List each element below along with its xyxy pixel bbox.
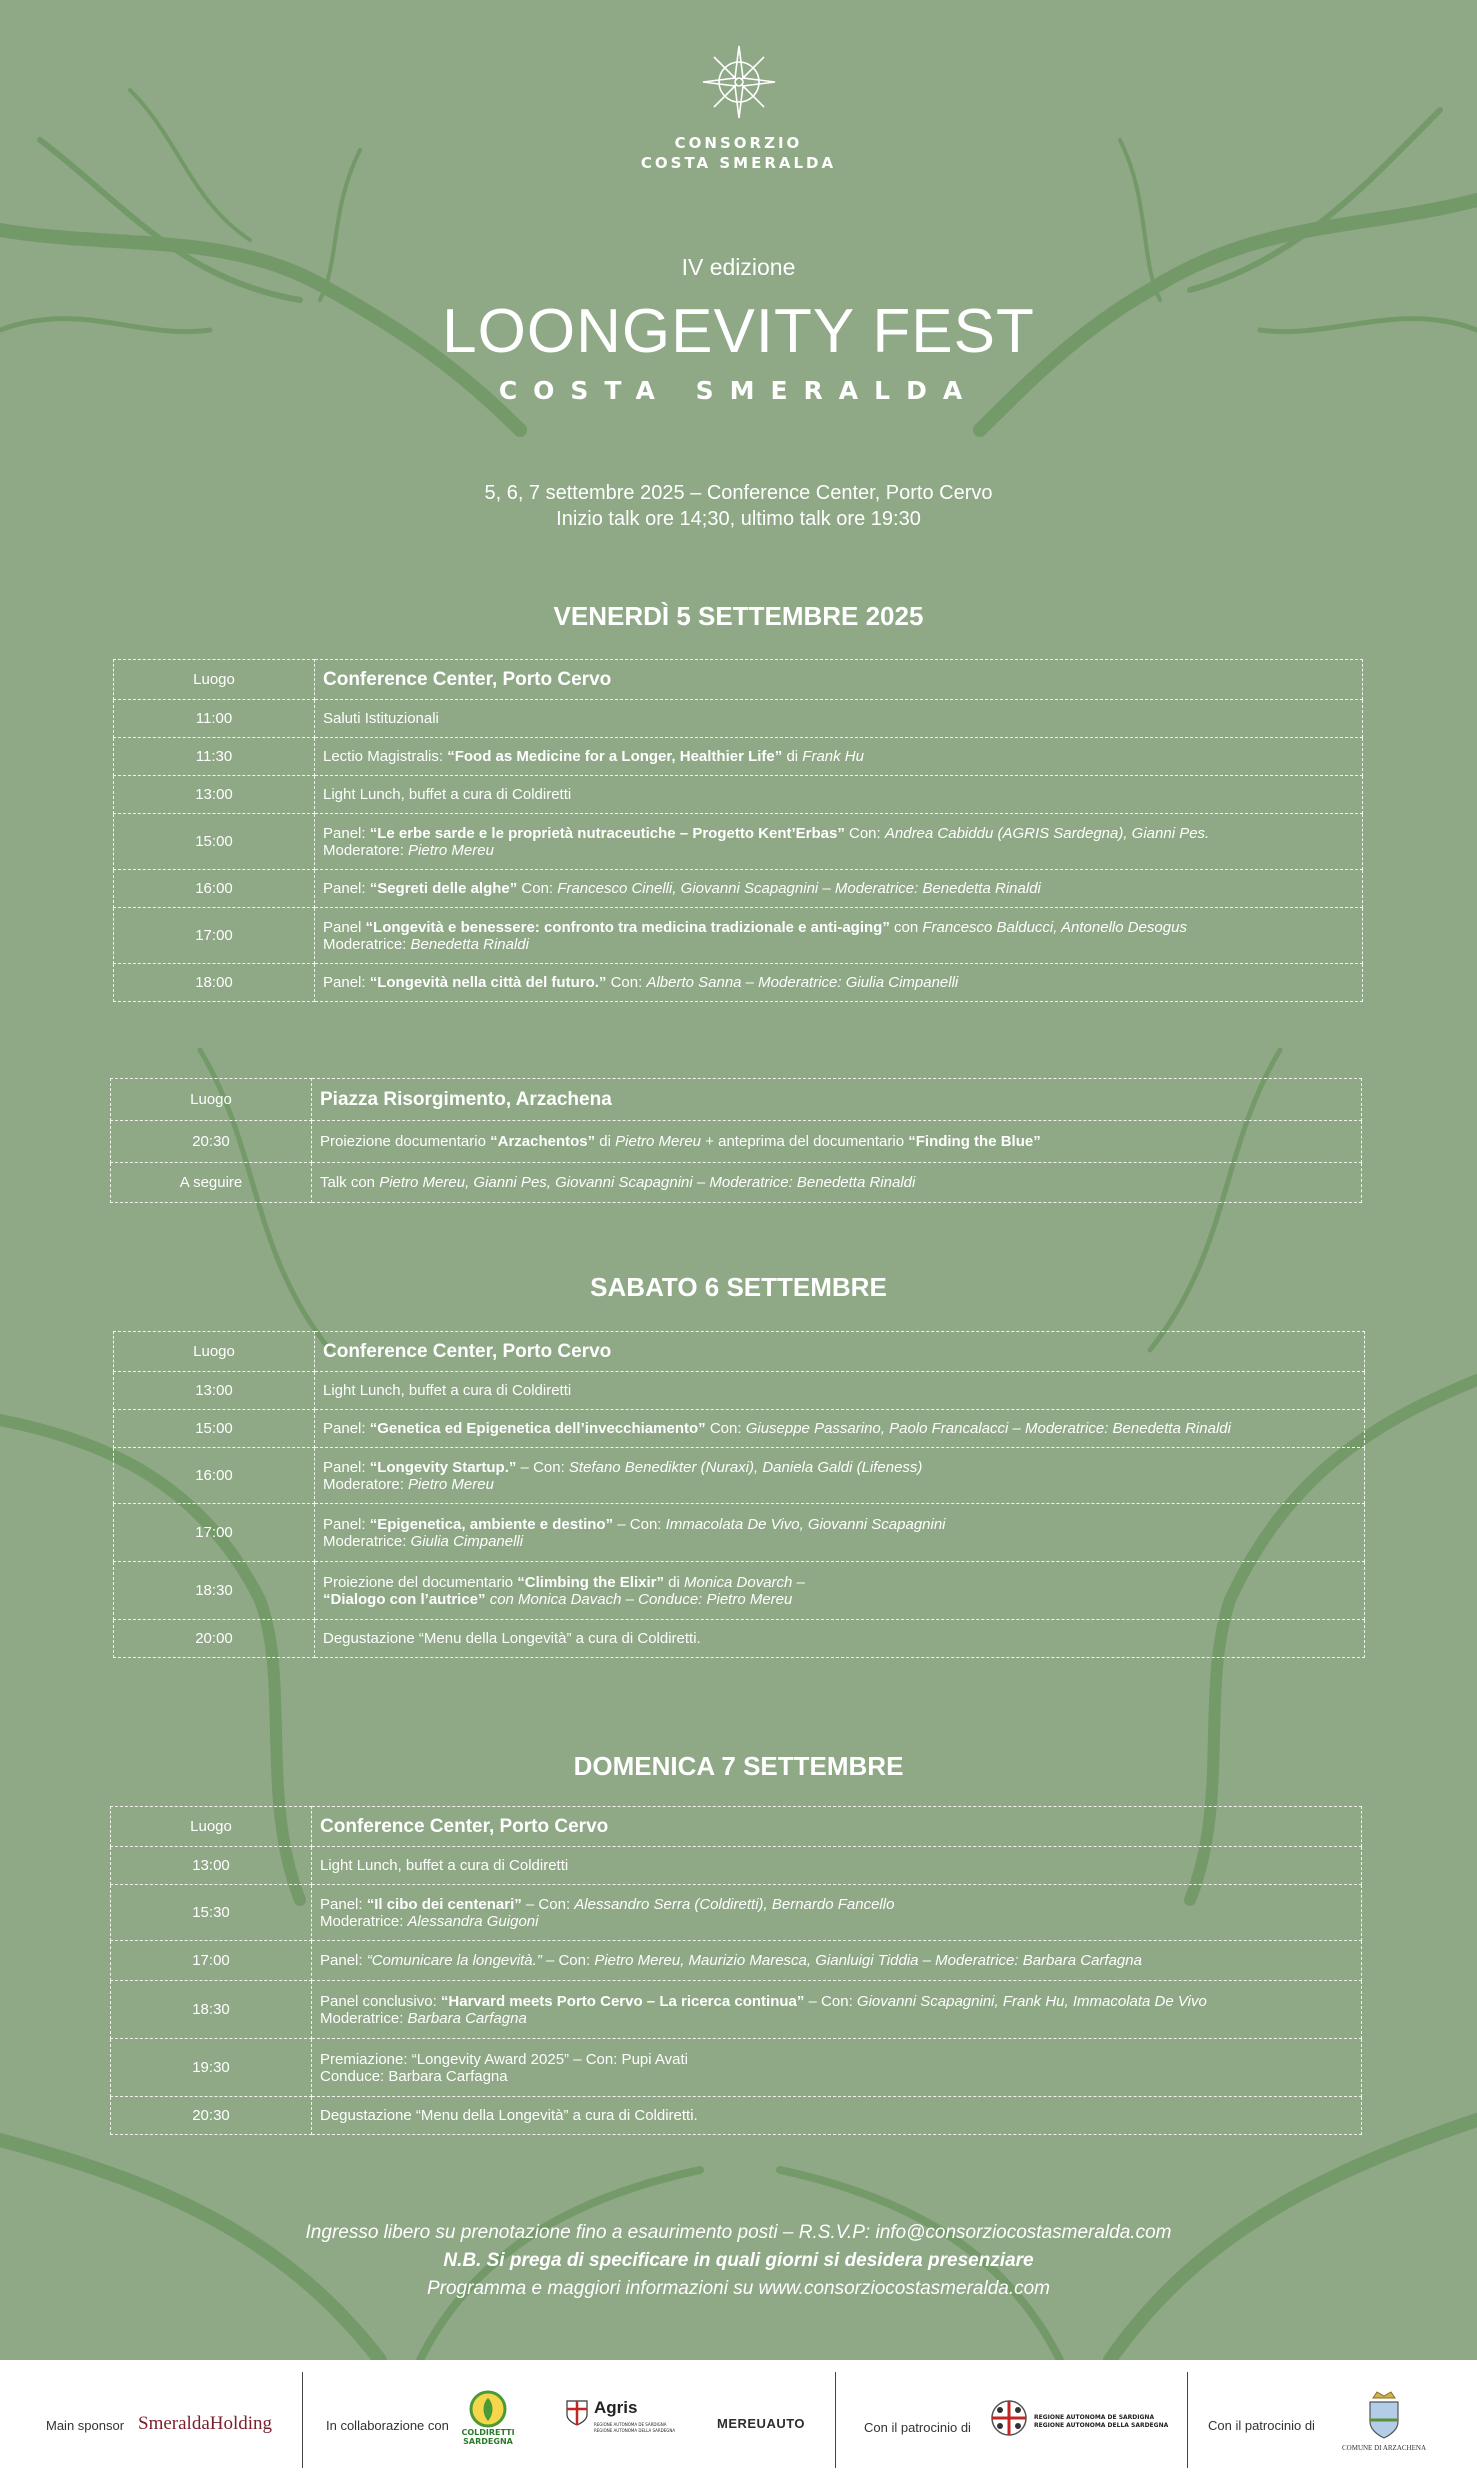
dates-line1: 5, 6, 7 settembre 2025 – Conference Center, Porto Cervo <box>484 482 993 504</box>
session-description: Panel: “Comunicare la longevità.” – Con: Pietro Mereu, Maurizio Maresca, Gianluigi Tiddia – Moderatrice: Barbara Carfagna <box>312 1941 1362 1981</box>
schedule-row <box>114 700 1363 738</box>
session-time: 17:00 <box>114 1504 315 1562</box>
session-time: 13:00 <box>114 1372 315 1410</box>
comune-name: COMUNE DI ARZACHENA <box>1342 2444 1426 2452</box>
session-time: 17:00 <box>114 908 315 964</box>
compass-rose-icon <box>701 44 777 120</box>
session-description: Talk con Pietro Mereu, Gianni Pes, Giovanni Scapagnini – Moderatrice: Benedetta Rinaldi <box>312 1163 1362 1203</box>
session-description: Panel: “Longevity Startup.” – Con: Stefano Benedikter (Nuraxi), Daniela Galdi (Lifeness) Moderatore: Pietro Mereu <box>315 1448 1365 1504</box>
session-time: 15:00 <box>114 814 315 870</box>
venue-row <box>111 1807 1362 1847</box>
session-time: 18:00 <box>114 964 315 1002</box>
venue-label: Luogo <box>111 1807 312 1847</box>
session-time: 13:00 <box>111 1847 312 1885</box>
venue-label: Luogo <box>111 1079 312 1121</box>
session-time: 13:00 <box>114 776 315 814</box>
edition-label: IV edizione <box>681 254 796 280</box>
schedule-row <box>114 1372 1365 1410</box>
venue-name: Conference Center, Porto Cervo <box>312 1807 1362 1847</box>
region-coat-of-arms-icon <box>990 2398 1028 2442</box>
sardinia-flag-icon <box>566 2400 588 2426</box>
schedule-row <box>114 1410 1365 1448</box>
region-name-1: REGIONE AUTONOMA DE SARDIGNA <box>1034 2414 1155 2421</box>
session-description: Degustazione “Menu della Longevità” a cura di Coldiretti. <box>315 1620 1365 1658</box>
schedule-row <box>114 814 1363 870</box>
agris-sub: REGIONE AUTONOMA DE SARDIGNA <box>594 2422 667 2427</box>
schedule-row <box>111 1163 1362 1203</box>
session-time: 19:30 <box>111 2039 312 2097</box>
session-description: Panel: “Longevità nella città del futuro.” Con: Alberto Sanna – Moderatrice: Giulia Cimpanelli <box>315 964 1363 1002</box>
venue-name: Conference Center, Porto Cervo <box>315 660 1363 700</box>
session-time: 17:00 <box>111 1941 312 1981</box>
session-description: Panel: “Genetica ed Epigenetica dell’invecchiamento” Con: Giuseppe Passarino, Paolo Francalacci – Moderatrice: Benedetta Rinaldi <box>315 1410 1365 1448</box>
day-heading-saturday: SABATO 6 SETTEMBRE <box>590 1272 887 1302</box>
agris-sub2: REGIONE AUTONOMA DELLA SARDEGNA <box>594 2428 676 2433</box>
session-time: 11:30 <box>114 738 315 776</box>
session-description: Panel: “Le erbe sarde e le proprietà nutraceutiche – Progetto Kent’Erbas” Con: Andrea Cabiddu (AGRIS Sardegna), Gianni Pes. Moderatore: Pietro Mereu <box>315 814 1363 870</box>
session-description: Light Lunch, buffet a cura di Coldiretti <box>312 1847 1362 1885</box>
schedule-table-friday-conference <box>113 659 1363 1002</box>
consortium-line2: COSTA SMERALDA <box>640 154 837 172</box>
schedule-row <box>111 1885 1362 1941</box>
consortium-logo-text <box>0 133 1477 173</box>
schedule-row <box>114 1504 1365 1562</box>
schedule-row <box>114 908 1363 964</box>
session-time: 11:00 <box>114 700 315 738</box>
main-sponsor-label: Main sponsor <box>46 2418 125 2433</box>
session-description: Light Lunch, buffet a cura di Coldiretti <box>315 1372 1365 1410</box>
venue-label: Luogo <box>114 1332 315 1372</box>
agris-name: Agris <box>594 2398 638 2417</box>
schedule-row <box>111 1941 1362 1981</box>
session-time: 20:00 <box>114 1620 315 1658</box>
collaboration-label: In collaborazione con <box>326 2418 449 2433</box>
festival-title: LOONGEVITY FEST <box>442 297 1035 366</box>
patronage-label-comune: Con il patrocinio di <box>1208 2418 1315 2433</box>
schedule-row <box>114 870 1363 908</box>
festival-subtitle: COSTA SMERALDA <box>498 376 979 405</box>
dates-line2: Inizio talk ore 14;30, ultimo talk ore 19:30 <box>556 508 921 530</box>
coldiretti-icon <box>468 2390 508 2428</box>
session-description: Panel conclusivo: “Harvard meets Porto Cervo – La ricerca continua” – Con: Giovanni Scapagnini, Frank Hu, Immacolata De Vivo Moderatrice: Barbara Carfagna <box>312 1981 1362 2039</box>
session-time: 20:30 <box>111 1121 312 1163</box>
session-time: 16:00 <box>114 870 315 908</box>
schedule-row <box>114 1620 1365 1658</box>
session-description: Panel: “Segreti delle alghe” Con: Francesco Cinelli, Giovanni Scapagnini – Moderatrice: Benedetta Rinaldi <box>315 870 1363 908</box>
venue-name: Conference Center, Porto Cervo <box>315 1332 1365 1372</box>
venue-label: Luogo <box>114 660 315 700</box>
schedule-row <box>111 1121 1362 1163</box>
attendance-note: N.B. Si prega di specificare in quali giorni si desidera presenziare <box>443 2250 1034 2271</box>
comune-crest-icon <box>1367 2390 1401 2442</box>
region-name-2: REGIONE AUTONOMA DELLA SARDEGNA <box>1034 2422 1169 2429</box>
session-time: 18:30 <box>114 1562 315 1620</box>
venue-row <box>114 660 1363 700</box>
program-info: Programma e maggiori informazioni su www.consorziocostasmeralda.com <box>426 2278 1050 2299</box>
session-description: Panel: “Epigenetica, ambiente e destino” – Con: Immacolata De Vivo, Giovanni Scapagnini Moderatrice: Giulia Cimpanelli <box>315 1504 1365 1562</box>
session-time: 15:30 <box>111 1885 312 1941</box>
day-heading-friday: VENERDÌ 5 SETTEMBRE 2025 <box>553 601 924 631</box>
schedule-row <box>114 1562 1365 1620</box>
coldiretti-logo <box>460 2390 516 2456</box>
smerald-holding-logo: SmeraldaHolding <box>138 2413 273 2434</box>
sponsor-divider <box>835 2372 836 2468</box>
schedule-row <box>111 1981 1362 2039</box>
coldiretti-text-2: SARDEGNA <box>463 2437 513 2446</box>
session-time: 16:00 <box>114 1448 315 1504</box>
consortium-line1: CONSORZIO <box>674 134 803 152</box>
sponsor-divider <box>302 2372 303 2468</box>
session-description: Proiezione del documentario “Climbing the Elixir” di Monica Dovarch – “Dialogo con l’autrice” con Monica Davach – Conduce: Pietro Mereu <box>315 1562 1365 1620</box>
session-description: Premiazione: “Longevity Award 2025” – Con: Pupi Avati Conduce: Barbara Carfagna <box>312 2039 1362 2097</box>
schedule-row <box>111 2039 1362 2097</box>
session-time: 20:30 <box>111 2097 312 2135</box>
session-description: Panel: “Il cibo dei centenari” – Con: Alessandro Serra (Coldiretti), Bernardo Fancello Moderatrice: Alessandra Guigoni <box>312 1885 1362 1941</box>
session-description: Light Lunch, buffet a cura di Coldiretti <box>315 776 1363 814</box>
session-description: Saluti Istituzionali <box>315 700 1363 738</box>
session-description: Proiezione documentario “Arzachentos” di Pietro Mereu + anteprima del documentario “Finding the Blue” <box>312 1121 1362 1163</box>
session-description: Degustazione “Menu della Longevità” a cura di Coldiretti. <box>312 2097 1362 2135</box>
patronage-label-region: Con il patrocinio di <box>864 2420 971 2435</box>
coldiretti-text-1: COLDIRETTI <box>461 2428 515 2437</box>
session-time: 15:00 <box>114 1410 315 1448</box>
session-description: Panel “Longevità e benessere: confronto tra medicina tradizionale e anti-aging” con Francesco Balducci, Antonello Desogus Moderatrice: Benedetta Rinaldi <box>315 908 1363 964</box>
schedule-row <box>114 1448 1365 1504</box>
festival-dates <box>0 480 1477 532</box>
schedule-table-saturday <box>113 1331 1365 1658</box>
rsvp-info: Ingresso libero su prenotazione fino a esaurimento posti – R.S.V.P: info@consorziocostasmeralda.com <box>305 2222 1172 2243</box>
schedule-row <box>114 964 1363 1002</box>
schedule-row <box>111 1847 1362 1885</box>
session-description: Lectio Magistralis: “Food as Medicine for a Longer, Healthier Life” di Frank Hu <box>315 738 1363 776</box>
venue-row <box>111 1079 1362 1121</box>
venue-row <box>114 1332 1365 1372</box>
comune-arzachena-logo <box>1336 2390 1432 2452</box>
session-time: 18:30 <box>111 1981 312 2039</box>
mereu-auto-logo: MEREUAUTO <box>717 2416 806 2431</box>
schedule-table-friday-piazza <box>110 1078 1362 1203</box>
schedule-row <box>114 776 1363 814</box>
day-heading-sunday: DOMENICA 7 SETTEMBRE <box>573 1751 904 1781</box>
schedule-row <box>114 738 1363 776</box>
session-time: A seguire <box>111 1163 312 1203</box>
schedule-row <box>111 2097 1362 2135</box>
schedule-table-sunday <box>110 1806 1362 2135</box>
sponsor-divider <box>1187 2372 1188 2468</box>
venue-name: Piazza Risorgimento, Arzachena <box>312 1079 1362 1121</box>
